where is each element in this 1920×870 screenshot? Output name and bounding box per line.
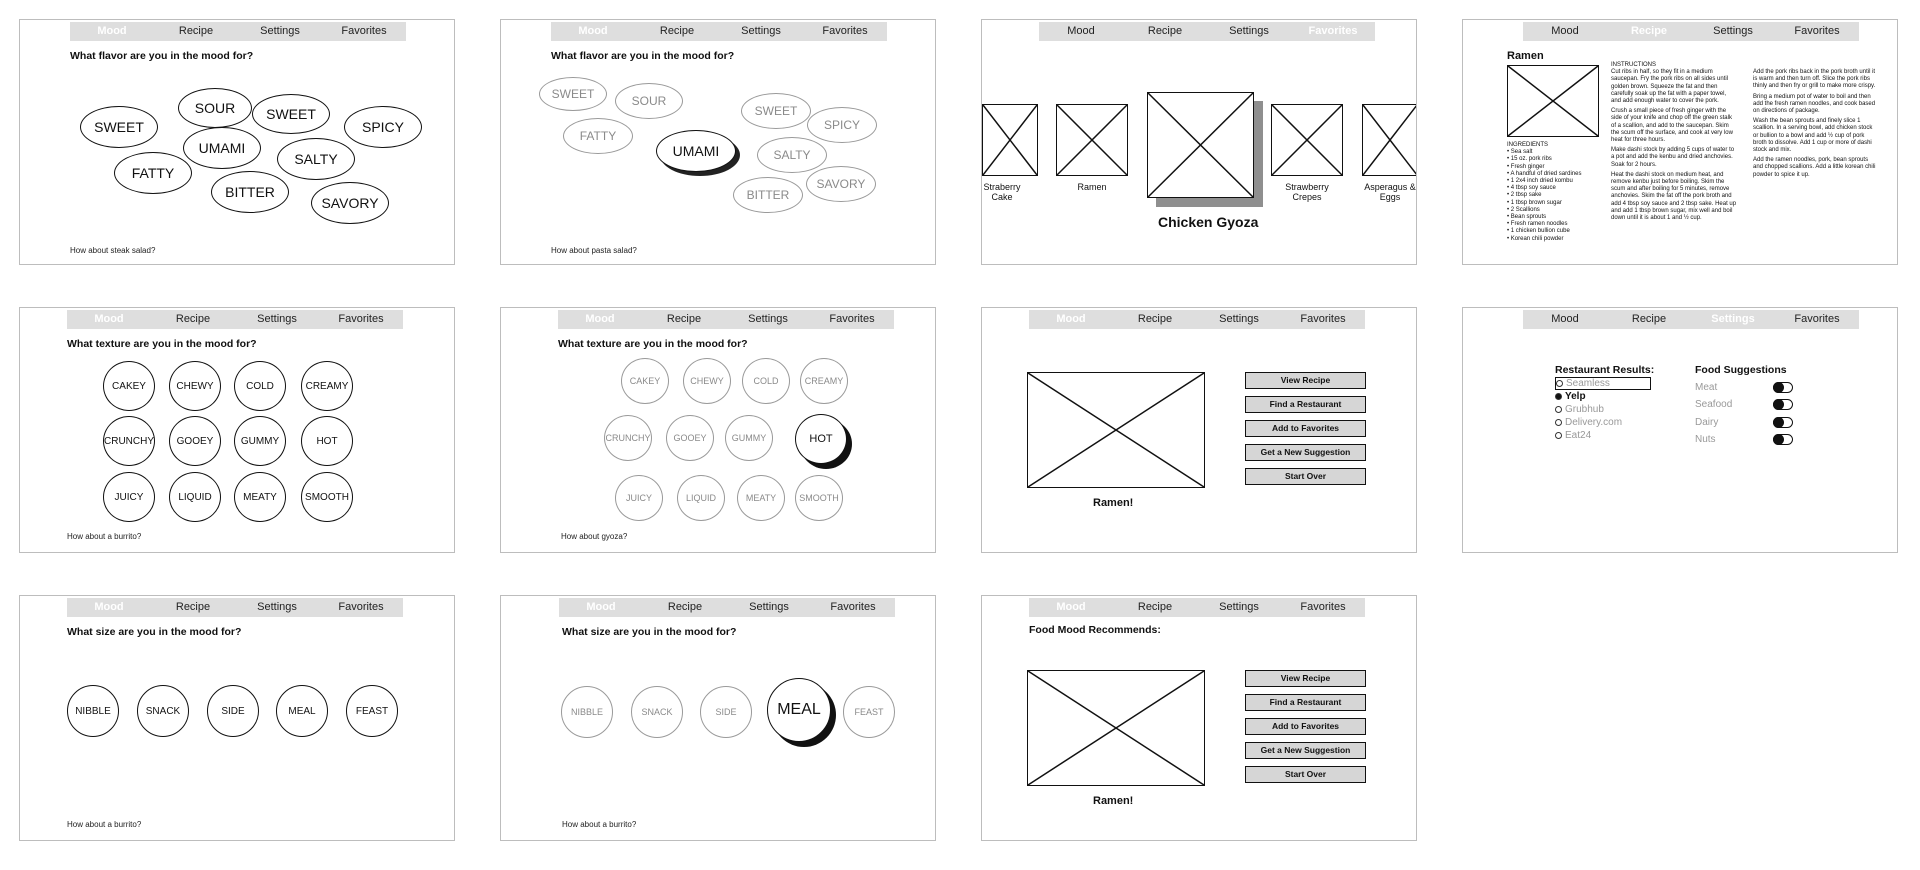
option-juicy[interactable]: JUICY: [615, 475, 663, 521]
tab-settings[interactable]: Settings: [749, 601, 789, 613]
instructions-column-2: [1753, 69, 1877, 182]
question: What texture are you in the mood for?: [558, 338, 748, 350]
nav-bar: [1523, 22, 1859, 41]
tab-recipe[interactable]: Recipe: [659, 25, 695, 37]
tab-settings[interactable]: Settings: [1219, 601, 1259, 613]
option-gummy[interactable]: GUMMY: [234, 416, 286, 466]
option-sour[interactable]: SOUR: [615, 83, 683, 119]
tab-favorites[interactable]: Favorites: [1794, 25, 1840, 37]
tab-mood[interactable]: Mood: [586, 601, 616, 613]
option-feast[interactable]: FEAST: [346, 685, 398, 737]
suggestion-text: How about steak salad?: [70, 246, 156, 255]
option-creamy[interactable]: CREAMY: [301, 361, 353, 411]
option-smooth[interactable]: SMOOTH: [301, 472, 353, 522]
ingredient: • 1 2x4 inch dried kombu: [1507, 178, 1573, 185]
instruction-step: Add the ramen noodles, pork, bean sprouts and chopped scallions. Add a little korean chili powder to spice it up.: [1753, 157, 1876, 178]
option-cakey[interactable]: CAKEY: [103, 361, 155, 411]
radio-icon: [1555, 419, 1562, 426]
ingredient: • 15 oz. pork ribs: [1507, 156, 1552, 163]
dish-name: Ramen!: [1093, 497, 1134, 509]
result-screen-recommends: [981, 595, 1417, 841]
option-nibble[interactable]: NIBBLE: [561, 686, 613, 738]
tab-mood[interactable]: Mood: [1067, 25, 1095, 37]
find-restaurant-button[interactable]: Find a Restaurant: [1245, 396, 1366, 413]
option-sour[interactable]: SOUR: [178, 88, 252, 128]
tab-recipe[interactable]: Recipe: [1137, 313, 1173, 325]
radio-icon: [1555, 406, 1562, 413]
instructions-heading: INSTRUCTIONS: [1611, 62, 1656, 68]
option-snack[interactable]: SNACK: [137, 685, 189, 737]
tab-settings[interactable]: Settings: [741, 25, 781, 37]
tab-settings[interactable]: Settings: [1219, 313, 1259, 325]
tab-mood[interactable]: Mood: [94, 601, 124, 613]
tab-favorites[interactable]: Favorites: [830, 601, 876, 613]
option-cakey[interactable]: CAKEY: [621, 358, 669, 404]
suggestion-text: How about a burrito?: [67, 820, 142, 829]
tab-mood[interactable]: Mood: [94, 313, 124, 325]
texture-screen-selected: [500, 307, 936, 553]
view-recipe-button[interactable]: View Recipe: [1245, 372, 1366, 389]
view-recipe-button[interactable]: View Recipe: [1245, 670, 1366, 687]
suggestion-text: How about a burrito?: [67, 532, 142, 541]
restaurant-option-delivery[interactable]: Delivery.com: [1555, 416, 1651, 429]
option-side[interactable]: SIDE: [207, 685, 259, 737]
option-hot[interactable]: HOT: [301, 416, 353, 466]
instruction-step: Wash the bean sprouts and finely slice 1 scallion. In a serving bowl, add chicken stock or bullion to a bowl and add ½ cup of pork broth to dissolve. Add 1 cup or more of dashi stock and mix.: [1753, 118, 1873, 154]
favorite-image-5[interactable]: [1362, 104, 1417, 176]
recipe-screen: [1462, 19, 1898, 265]
tab-settings[interactable]: Settings: [257, 313, 297, 325]
option-liquid[interactable]: LIQUID: [677, 475, 725, 521]
option-juicy[interactable]: JUICY: [103, 472, 155, 522]
option-cold[interactable]: COLD: [742, 358, 790, 404]
option-nibble[interactable]: NIBBLE: [67, 685, 119, 737]
option-feast[interactable]: FEAST: [843, 686, 895, 738]
instruction-step: Make dashi stock by adding 5 cups of water to a pot and add the kenbu and dried anchovies. Soak for 2 hours.: [1611, 147, 1735, 168]
recipe-title: Ramen: [1507, 50, 1544, 62]
favorite-image-featured[interactable]: [1147, 92, 1254, 198]
option-salty[interactable]: SALTY: [277, 138, 355, 180]
option-fatty[interactable]: FATTY: [114, 152, 192, 194]
nav-bar: [70, 22, 406, 41]
texture-screen: [19, 307, 455, 553]
radio-selected-icon: [1555, 393, 1562, 400]
size-screen-selected: [500, 595, 936, 841]
ingredient: • Korean chili powder: [1507, 235, 1564, 242]
tab-recipe[interactable]: Recipe: [175, 313, 211, 325]
nuts-toggle[interactable]: [1773, 434, 1793, 445]
tab-mood[interactable]: Mood: [1551, 313, 1579, 325]
nav-bar: [559, 598, 895, 617]
tab-recipe[interactable]: Recipe: [667, 601, 703, 613]
food-heading: Food Suggestions: [1695, 364, 1787, 376]
option-spicy[interactable]: SPICY: [807, 107, 877, 143]
option-sweet-2[interactable]: SWEET: [741, 93, 811, 129]
new-suggestion-button[interactable]: Get a New Suggestion: [1245, 742, 1366, 759]
add-to-favorites-button[interactable]: Add to Favorites: [1245, 718, 1366, 735]
option-gooey[interactable]: GOOEY: [169, 416, 221, 466]
radio-icon: [1555, 432, 1562, 439]
nav-bar: [1523, 310, 1859, 329]
option-crunchy[interactable]: CRUNCHY: [604, 415, 652, 461]
restaurant-option-grubhub[interactable]: Grubhub: [1555, 403, 1651, 416]
option-savory[interactable]: SAVORY: [806, 166, 876, 202]
nav-bar: [1029, 310, 1365, 329]
option-spicy[interactable]: SPICY: [344, 106, 422, 148]
tab-favorites[interactable]: Favorites: [1300, 601, 1346, 613]
question: What flavor are you in the mood for?: [70, 50, 254, 62]
ingredient: • A handful of dried sardines: [1507, 170, 1582, 177]
suggestion-text: How about a burrito?: [562, 820, 637, 829]
ingredients-heading: INGREDIENTS: [1507, 142, 1549, 148]
option-meal-selected[interactable]: MEAL: [767, 678, 831, 742]
tab-mood[interactable]: Mood: [97, 25, 127, 37]
nav-bar: [67, 310, 403, 329]
question: What size are you in the mood for?: [67, 626, 242, 638]
tab-mood[interactable]: Mood: [1551, 25, 1579, 37]
option-sweet[interactable]: SWEET: [80, 106, 158, 148]
instruction-step: Cut ribs in half, so they fit in a medium saucepan. Fry the pork ribs on all sides until golden brown. Squeeze the fat and then carefully soak up the fat with a paper towel, and add enough water to cover the pork.: [1611, 69, 1729, 105]
radio-icon: [1556, 380, 1563, 387]
favorite-image-2[interactable]: [1056, 104, 1128, 176]
tab-favorites[interactable]: Favorites: [338, 601, 384, 613]
result-screen: [981, 307, 1417, 553]
instruction-step: Heat the dashi stock on medium heat, and remove kenbu just before boiling. Skim the scum and after boiling for 5 minutes, remove anchovies. Skim the fat off the pork broth and add 4 tbsp soy sauce and 2 tbsp sake. Heat up and add 1 tbsp brown sugar, mix well and boil down until it is about 1 and ½ cup.: [1611, 171, 1737, 222]
food-label: Meat: [1695, 382, 1718, 393]
ingredient: • 1 chicken bullion cube: [1507, 228, 1570, 235]
favorite-image-4[interactable]: [1271, 104, 1343, 176]
option-fatty[interactable]: FATTY: [563, 118, 633, 154]
ingredient: • Fresh ginger: [1507, 163, 1545, 170]
option-liquid[interactable]: LIQUID: [169, 472, 221, 522]
tab-favorites[interactable]: Favorites: [341, 25, 387, 37]
favorites-screen: [981, 19, 1417, 265]
add-to-favorites-button[interactable]: Add to Favorites: [1245, 420, 1366, 437]
option-meaty[interactable]: MEATY: [234, 472, 286, 522]
option-meal[interactable]: MEAL: [276, 685, 328, 737]
tab-settings[interactable]: Settings: [1229, 25, 1269, 37]
ingredient: • 2 tbsp sake: [1507, 192, 1542, 199]
find-restaurant-button[interactable]: Find a Restaurant: [1245, 694, 1366, 711]
tab-favorites[interactable]: Favorites: [822, 25, 868, 37]
restaurant-option-seamless[interactable]: Seamless: [1555, 377, 1651, 390]
tab-settings[interactable]: Settings: [257, 601, 297, 613]
recipe-image: [1507, 65, 1599, 137]
dairy-toggle[interactable]: [1773, 417, 1793, 428]
tab-favorites[interactable]: Favorites: [1794, 313, 1840, 325]
option-sweet[interactable]: SWEET: [539, 77, 607, 111]
instruction-step: Add the pork ribs back in the pork broth until it is warm and then turn off. Slice the pork ribs thinly and then fry or grill to make more crispy.: [1753, 69, 1876, 90]
tab-favorites[interactable]: Favorites: [1308, 25, 1358, 37]
option-side[interactable]: SIDE: [700, 686, 752, 738]
food-label: Nuts: [1695, 434, 1716, 445]
option-creamy[interactable]: CREAMY: [800, 358, 848, 404]
dish-image: [1027, 372, 1205, 488]
favorite-label-1: Straberry Cake: [983, 182, 1021, 202]
nav-bar: [67, 598, 403, 617]
suggestion-text: How about gyoza?: [561, 532, 628, 541]
option-umami[interactable]: UMAMI: [183, 127, 261, 169]
option-hot-selected[interactable]: HOT: [795, 414, 847, 464]
recommends-heading: Food Mood Recommends:: [1029, 624, 1161, 636]
option-chewy[interactable]: CHEWY: [683, 358, 731, 404]
tab-recipe[interactable]: Recipe: [1137, 601, 1173, 613]
option-meaty[interactable]: MEATY: [737, 475, 785, 521]
nav-bar: [1029, 598, 1365, 617]
ingredients-list: [1507, 142, 1603, 243]
toggle-knob: [1773, 382, 1784, 393]
meat-toggle[interactable]: [1773, 382, 1793, 393]
favorite-label-4: Strawberry Crepes: [1285, 182, 1329, 202]
option-smooth[interactable]: SMOOTH: [795, 475, 843, 521]
tab-favorites[interactable]: Favorites: [829, 313, 875, 325]
instructions-column-1: [1611, 62, 1737, 225]
featured-title: Chicken Gyoza: [1158, 214, 1259, 230]
ingredient: • 2 Scallions: [1507, 206, 1540, 213]
option-bitter[interactable]: BITTER: [733, 177, 803, 213]
tab-settings[interactable]: Settings: [1711, 313, 1755, 325]
food-label: Seafood: [1695, 399, 1733, 410]
tab-recipe[interactable]: Recipe: [666, 313, 702, 325]
start-over-button[interactable]: Start Over: [1245, 468, 1366, 485]
tab-recipe[interactable]: Recipe: [1631, 313, 1667, 325]
option-bitter[interactable]: BITTER: [211, 171, 289, 213]
restaurant-option-yelp[interactable]: Yelp: [1555, 390, 1651, 403]
flavor-screen-selected: [500, 19, 936, 265]
nav-bar: [558, 310, 894, 329]
favorite-image-1[interactable]: [982, 104, 1038, 176]
question: What size are you in the mood for?: [562, 626, 737, 638]
restaurant-options: [1555, 377, 1651, 442]
new-suggestion-button[interactable]: Get a New Suggestion: [1245, 444, 1366, 461]
nav-bar: [1039, 22, 1375, 41]
flavor-screen: [19, 19, 455, 265]
settings-screen: [1462, 307, 1898, 553]
option-chewy[interactable]: CHEWY: [169, 361, 221, 411]
dish-name: Ramen!: [1093, 795, 1134, 807]
option-umami-selected[interactable]: UMAMI: [656, 130, 736, 172]
option-cold[interactable]: COLD: [234, 361, 286, 411]
ingredient: • Bean sprouts: [1507, 214, 1547, 221]
tab-settings[interactable]: Settings: [1713, 25, 1753, 37]
ingredient: • Sea salt: [1507, 149, 1533, 156]
seafood-toggle[interactable]: [1773, 399, 1793, 410]
tab-recipe[interactable]: Recipe: [1147, 25, 1183, 37]
tab-recipe[interactable]: Recipe: [175, 601, 211, 613]
option-gummy[interactable]: GUMMY: [725, 415, 773, 461]
tab-mood[interactable]: Mood: [1056, 313, 1086, 325]
restaurant-heading: Restaurant Results:: [1555, 364, 1655, 376]
start-over-button[interactable]: Start Over: [1245, 766, 1366, 783]
food-label: Dairy: [1695, 417, 1719, 428]
tab-favorites[interactable]: Favorites: [338, 313, 384, 325]
suggestion-text: How about pasta salad?: [551, 246, 637, 255]
tab-mood[interactable]: Mood: [578, 25, 608, 37]
tab-favorites[interactable]: Favorites: [1300, 313, 1346, 325]
option-salty[interactable]: SALTY: [757, 137, 827, 173]
option-savory[interactable]: SAVORY: [311, 182, 389, 224]
ingredient: • 1 tbsp brown sugar: [1507, 199, 1562, 206]
tab-recipe[interactable]: Recipe: [1630, 25, 1668, 37]
toggle-knob: [1773, 399, 1784, 410]
favorite-label-2: Ramen: [1077, 182, 1107, 192]
option-gooey[interactable]: GOOEY: [666, 415, 714, 461]
option-crunchy[interactable]: CRUNCHY: [103, 416, 155, 466]
tab-recipe[interactable]: Recipe: [178, 25, 214, 37]
tab-settings[interactable]: Settings: [260, 25, 300, 37]
option-sweet-2[interactable]: SWEET: [252, 94, 330, 134]
restaurant-option-eat24[interactable]: Eat24: [1555, 429, 1651, 442]
option-snack[interactable]: SNACK: [631, 686, 683, 738]
tab-mood[interactable]: Mood: [1056, 601, 1086, 613]
tab-settings[interactable]: Settings: [748, 313, 788, 325]
favorite-label-5: Asperagus & Eggs: [1364, 182, 1416, 202]
question: What flavor are you in the mood for?: [551, 50, 735, 62]
nav-bar: [551, 22, 887, 41]
tab-mood[interactable]: Mood: [585, 313, 615, 325]
ingredient: • Fresh ramen noodles: [1507, 221, 1568, 228]
size-screen: [19, 595, 455, 841]
toggle-knob: [1773, 434, 1784, 445]
toggle-knob: [1773, 417, 1784, 428]
dish-image: [1027, 670, 1205, 786]
instruction-step: Bring a medium pot of water to boil and then add the fresh ramen noodles, and cook based on directions of package.: [1753, 93, 1876, 115]
question: What texture are you in the mood for?: [67, 338, 257, 350]
instruction-step: Crush a small piece of fresh ginger with the side of your knife and chop off the green stalk of a scallion, and add to the saucepan. Skim the scum off the surface, and cook at very low heat for three hours.: [1611, 108, 1733, 144]
ingredient: • 4 tbsp soy sauce: [1507, 185, 1556, 192]
